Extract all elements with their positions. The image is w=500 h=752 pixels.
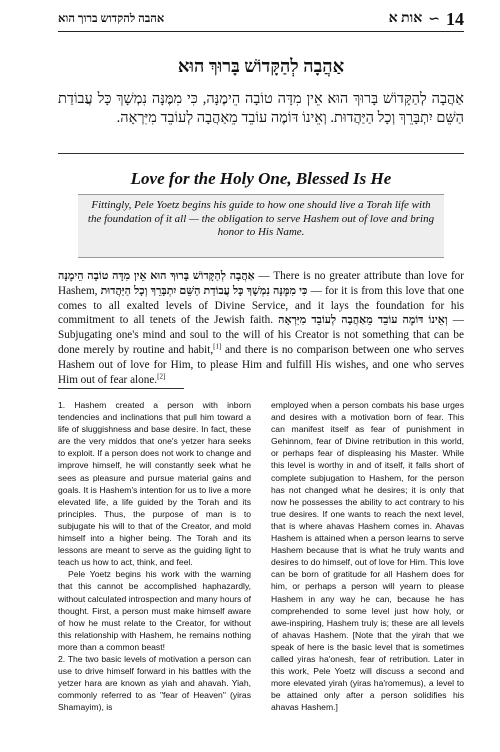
english-title: Love for the Holy One, Blessed Is He [130,169,392,188]
main-commentary [58,269,464,387]
commentary-text-3: — Subjugating one's mind and soul to the will of his Creator is not something that can be done merely by routine and habit, [58,314,464,356]
commentary-text-4: and there is no comparison between one who serves Hashem out of love for Him, to please Him and fulfill His wishes, and one who serves Him out of fear alone. [58,343,464,386]
footnotes-right-column [271,399,464,713]
page-number: 14 [446,8,464,29]
hebrew-quote-2: כִּי מִמֶּנָּה נִמְשָׁךְ כָּל עֲבוֹדַת הַשֵּׁם יִתְבָּרֵךְ וְכָל הַיַּהֲדוּת [100,284,308,297]
footnote-1: 1. Hashem created a person with inborn tendencies and inclinations that pull him toward a life of sluggishness and base desire. In fact, these are the very middos that one's yetzer hara seeks to exploit. If a person does not work to change and improve himself, he will constantly seek what he sees as pleasure and pursue material gains and goals. It is Hashem's intention for us to live a more elevated life, a life guided by the Torah and its principles. Thus, the purpose of man is to subjugate his will to that of the Creator, and mold himself into a higher being. The Torah and its lessons are meant to serve as the guiding light to teach us how to act, think, and feel. [58,400,251,568]
running-header [58,9,464,29]
running-title: אהבה להקדוש ברוך הוא [58,13,165,25]
section-label: אות א [388,11,423,26]
footnote-1-continued: Pele Yoetz begins his work with the warning that this cannot be accomplished haphazardly, without calculated introspection and many hours of thought. First, a person must make himself aware of how he must relate to the Creator, for without this relationship with Hashem, he remains nothing more than a common beast! [58,569,251,652]
hebrew-quote-1: אַהֲבָה לְהַקָּדוֹשׁ בָּרוּךְ הוּא אֵין מִדָּה טוֹבָה הֵימֶנָּה [58,270,255,282]
footnote-divider [58,388,184,389]
hebrew-title: אַהֲבָה לְהַקָּדוֹשׁ בָּרוּךְ הוּא [177,56,345,76]
header-divider [58,31,464,32]
commentary-text-2: — for it is from this love that one comes to all exalted levels of Divine Service, and it lays the foundation for his commitment to all tenets of the Jewish faith. [58,284,464,327]
section-divider [58,153,464,154]
footnotes-left-column [58,399,251,713]
hebrew-paragraph: אַהֲבָה לְהַקָּדוֹשׁ בָּרוּךְ הוּא אֵין מִדָּה טוֹבָה הֵימֶנָּה, כִּי מִמֶּנָּה נִמְשָׁךְ כָּל עֲבוֹדַת הַשֵּׁם יִתְבָּרֵךְ וְכָל הַיַּהֲדוּת. וְאֵינוֹ דּוֹמֶה עוֹבֵד מֵאַהֲבָה לְעוֹבֵד מִיִּרְאָה. [58,91,464,126]
hebrew-quote-3: וְאֵינוֹ דּוֹמֶה עוֹבֵד מֵאַהֲבָה לְעוֹבֵד מִיִּרְאָה [278,314,448,327]
ornament-icon: ∽ [428,11,440,27]
footnote-ref-2[interactable]: [2] [157,371,166,380]
commentary-text-1: — There is no greater attribute than love for Hashem, [58,270,464,297]
intro-box: Fittingly, Pele Yoetz begins his guide to how one should live a Torah life with the foundation of it all — the obligation to serve Hashem out of love and bring honor to His Name. [78,194,444,258]
footnote-2-continued: employed when a person combats his base urges and desires with a motivation born of fear. This can manifest itself as fear of punishment in Gehinnom, fear of Divine retribution in this world, or perhaps fear of displeasing his Master. While this level is worthy in and of itself, it falls short of complete subjugation to Hashem, for the person has not changed what he desires; it is only that now he possesses the ability to act contrary to his true desires. If one wants to reach the next level, that is where ahavas Hashem comes in. Ahavas Hashem is attained when a person learns to serve Hashem because that is what he truly wants and desires to do himself, out of love for Him. This love can be born of gratitude for all Hashem does for him, or perhaps a person will yearn to please Hashem in any way he can, because he has comprehended to some level just how holy, or awe-inspiring, Hashem truly is; these are all levels of ahavas Hashem. [Note that the yirah that we speak of here is the basic level that is sometimes called yiras ha'onesh, fear of retribution. Later in this work, Pele Yoetz will discuss a second and more elevated yirah (yiras ha'romemus), a level to be attained only after a person solidifies his ahavas Hashem.] [271,400,464,713]
footnote-2: 2. The two basic levels of motivation a person can use to drive himself forward in his battles with the yetzer hara are known as yiah and ahavah. Yiah, commonly referred to as "fear of Heaven" (yiras Shamayim), is [58,653,251,713]
page-locator [389,9,464,30]
footnote-ref-1[interactable]: [1] [213,342,222,351]
